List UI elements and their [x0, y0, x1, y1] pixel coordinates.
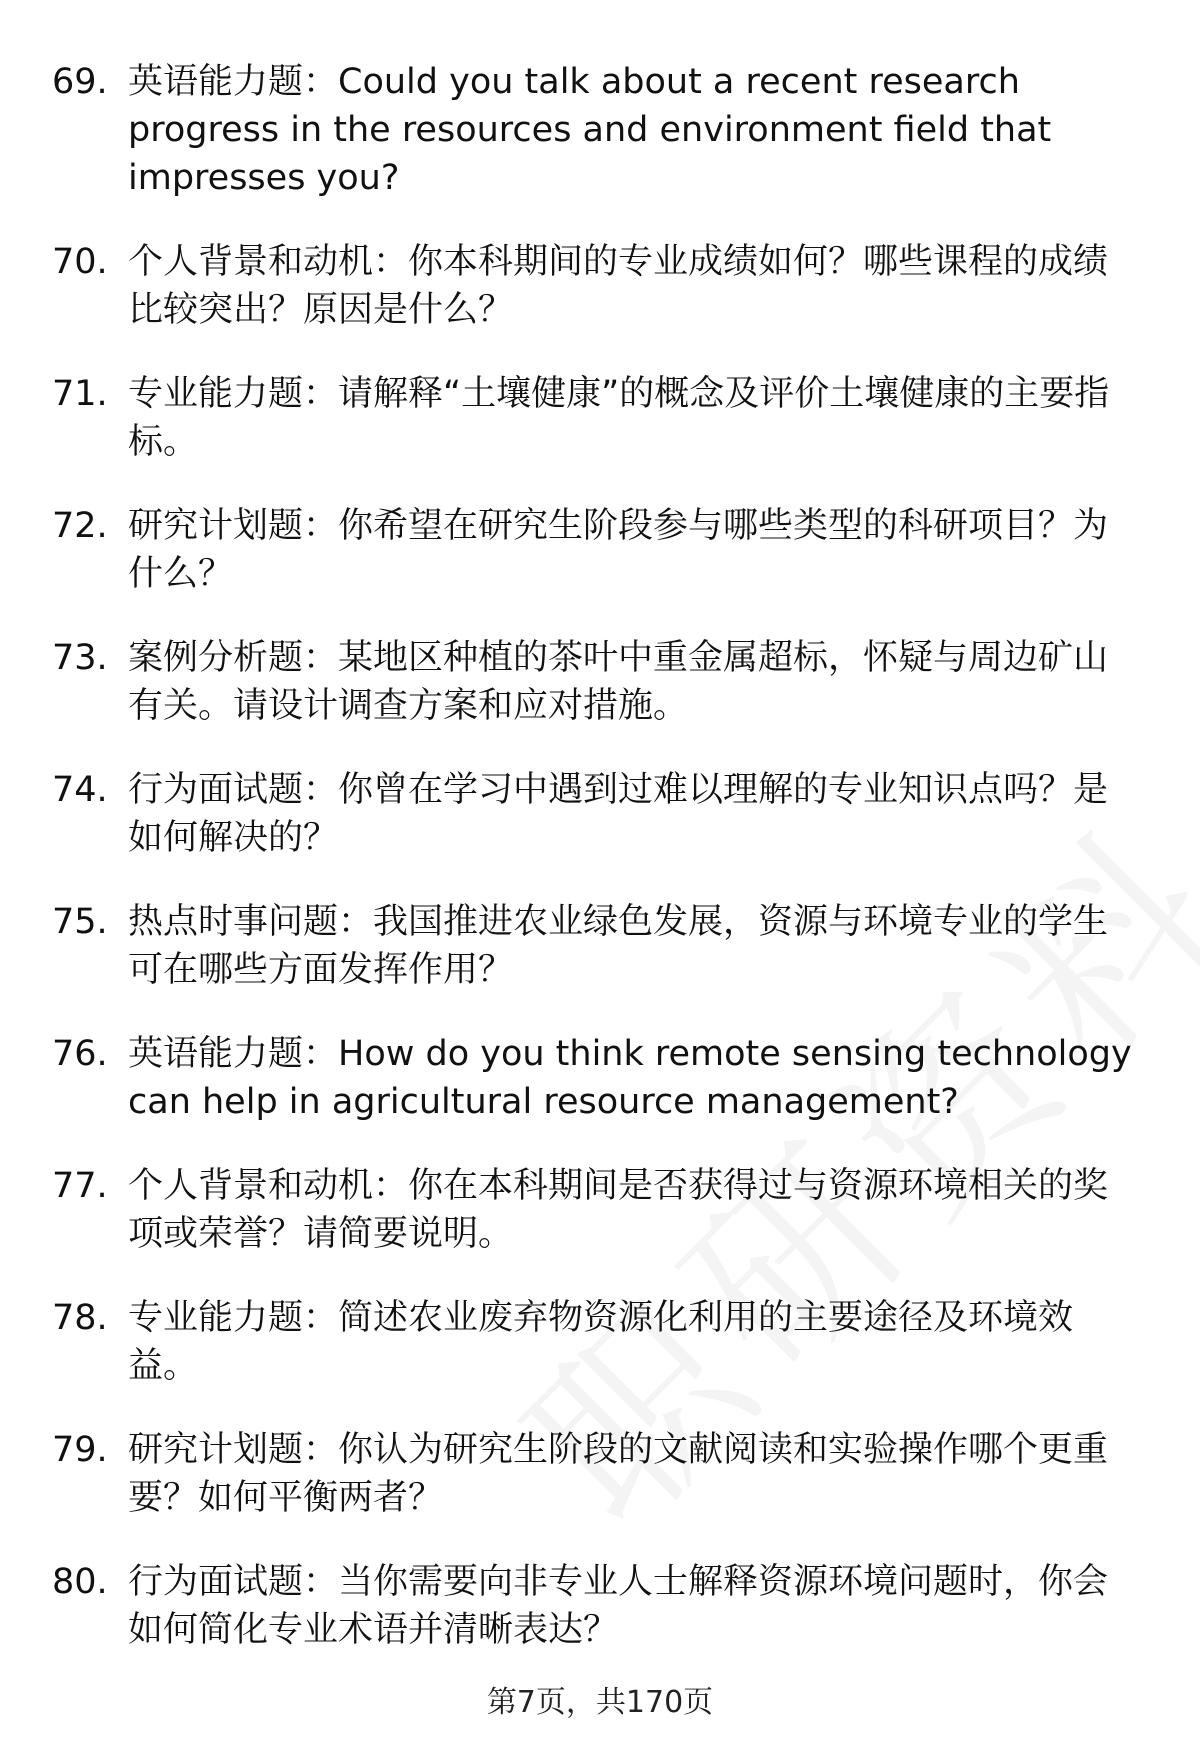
- question-text: 行为面试题：你曾在学习中遇到过难以理解的专业知识点吗？是如何解决的？: [128, 770, 1109, 858]
- question-number: 78.: [52, 1298, 108, 1338]
- question-number: 80.: [52, 1562, 108, 1602]
- question-number: 69.: [52, 62, 108, 102]
- question-number: 70.: [52, 242, 108, 282]
- page-number-footer: 第7页，共170页: [486, 1685, 714, 1720]
- question-item: [52, 1558, 1152, 1654]
- question-text: 英语能力题：How do you think remote sensing technology can help in agricultural resource management?: [128, 1034, 1132, 1122]
- question-number: 76.: [52, 1034, 108, 1074]
- question-text: 专业能力题：请解释“土壤健康”的概念及评价土壤健康的主要指标。: [128, 374, 1110, 462]
- question-text: 研究计划题：你认为研究生阶段的文献阅读和实验操作哪个更重要？如何平衡两者？: [128, 1430, 1109, 1518]
- question-item: [52, 238, 1152, 334]
- question-number: 77.: [52, 1166, 108, 1206]
- question-item: [52, 1162, 1152, 1258]
- question-text: 案例分析题：某地区种植的茶叶中重金属超标，怀疑与周边矿山有关。请设计调查方案和应对措施。: [128, 638, 1109, 726]
- question-item: [52, 634, 1152, 730]
- question-text: 行为面试题：当你需要向非专业人士解释资源环境问题时，你会如何简化专业术语并清晰表达？: [128, 1562, 1109, 1650]
- question-text: 个人背景和动机：你在本科期间是否获得过与资源环境相关的奖项或荣誉？请简要说明。: [128, 1166, 1109, 1254]
- question-text: 专业能力题：简述农业废弃物资源化利用的主要途径及环境效益。: [128, 1298, 1074, 1386]
- question-number: 74.: [52, 770, 108, 810]
- question-number: 75.: [52, 902, 108, 942]
- question-number: 79.: [52, 1430, 108, 1470]
- question-item: [52, 1294, 1152, 1390]
- question-number: 73.: [52, 638, 108, 678]
- question-item: [52, 1426, 1152, 1522]
- question-number: 71.: [52, 374, 108, 414]
- question-item: [52, 898, 1152, 994]
- question-item: [52, 502, 1152, 598]
- question-text: 英语能力题：Could you talk about a recent research progress in the resources and environment field that impresses you?: [128, 62, 1052, 198]
- question-item: [52, 1030, 1152, 1126]
- question-number: 72.: [52, 506, 108, 546]
- question-text: 热点时事问题：我国推进农业绿色发展，资源与环境专业的学生可在哪些方面发挥作用？: [128, 902, 1109, 990]
- question-text: 个人背景和动机：你本科期间的专业成绩如何？哪些课程的成绩比较突出？原因是什么？: [128, 242, 1109, 330]
- question-item: [52, 370, 1152, 466]
- question-list: [52, 58, 1152, 1690]
- question-item: [52, 766, 1152, 862]
- question-text: 研究计划题：你希望在研究生阶段参与哪些类型的科研项目？为什么？: [128, 506, 1109, 594]
- question-item: [52, 58, 1152, 202]
